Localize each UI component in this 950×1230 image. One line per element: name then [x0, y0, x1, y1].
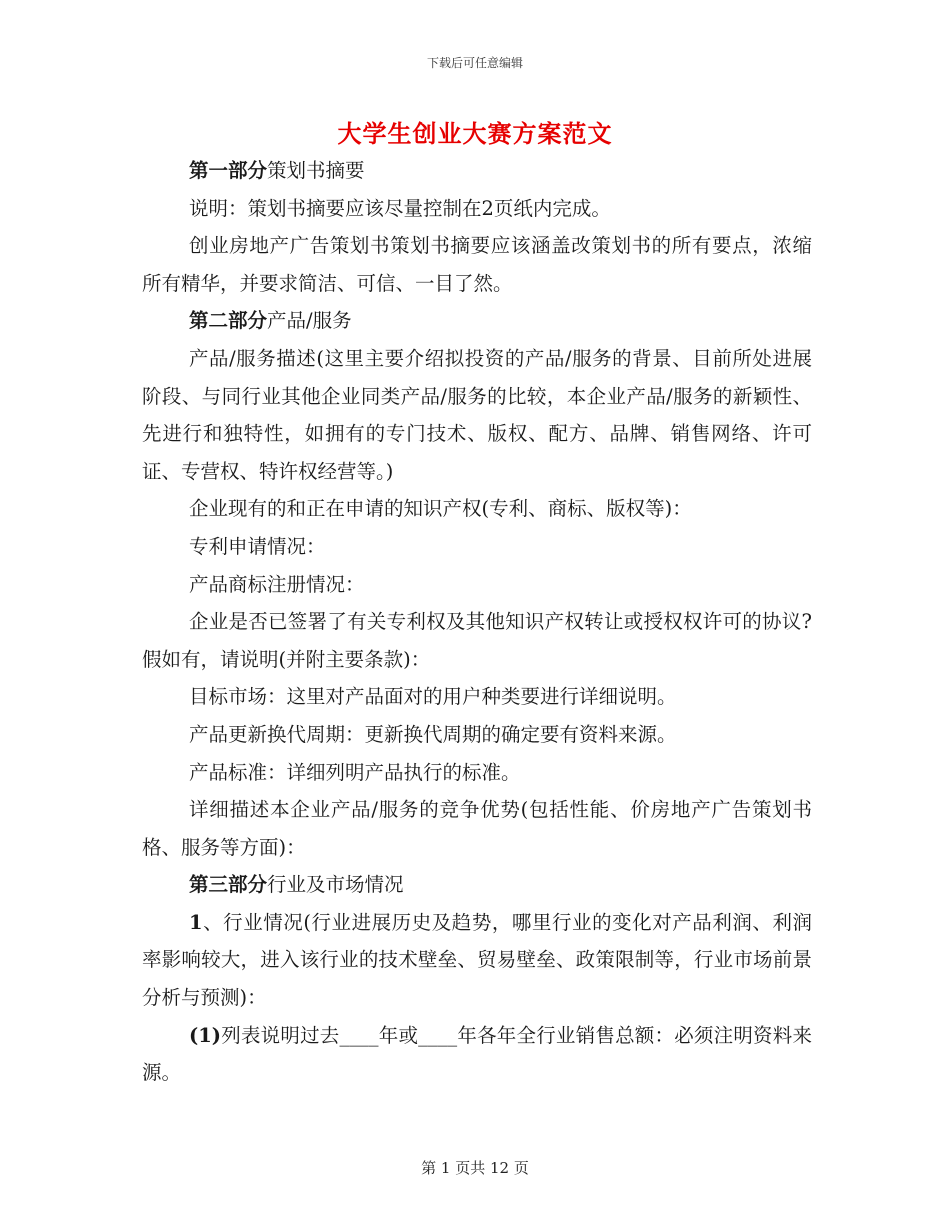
document-title: 大学生创业大赛方案范文	[337, 119, 613, 148]
paragraph	[142, 302, 812, 340]
paragraph	[142, 791, 812, 866]
paragraph-text: 产品更新换代周期：更新换代周期的确定要有资料来源。	[189, 722, 677, 746]
paragraph	[142, 678, 812, 716]
paragraph-text: 详细描述本企业产品/服务的竞争优势(包括性能、价房地产广告策划书格、服务等方面)：	[142, 798, 812, 859]
paragraph-text: 专利申请情况：	[189, 534, 326, 558]
paragraph	[142, 716, 812, 754]
paragraph-text: 列表说明过去____年或____年各年全行业销售总额：必须注明资料来源。	[142, 1023, 812, 1085]
paragraph-text: 产品商标注册情况：	[189, 572, 365, 596]
paragraph	[142, 866, 812, 904]
section-heading: 第一部分	[189, 159, 268, 182]
paragraph-text: 策划书摘要	[267, 159, 365, 182]
page-footer: 第 1 页共 12 页	[421, 1159, 529, 1177]
paragraph-text: 行业及市场情况	[267, 873, 404, 897]
paragraph	[142, 754, 812, 792]
paragraph-text: 创业房地产广告策划书策划书摘要应该涵盖改策划书的所有要点，浓缩所有精华，并要求简洁、可信、一目了然。	[142, 234, 812, 295]
paragraph	[142, 490, 812, 528]
list-number: (1)	[189, 1023, 222, 1047]
paragraph-text: 说明：策划书摘要应该尽量控制在2页纸内完成。	[189, 196, 611, 220]
paragraph-text: 企业是否已签署了有关专利权及其他知识产权转让或授权权许可的协议?假如有，请说明(并附主要条款)：	[142, 610, 812, 671]
paragraph-text: 产品/服务	[267, 309, 352, 333]
paragraph	[142, 566, 812, 604]
section-heading: 第二部分	[189, 309, 268, 333]
paragraph-text: 产品/服务描述(这里主要介绍拟投资的产品/服务的背景、目前所处进展阶段、与同行业其他企业同类产品/服务的比较，本企业产品/服务的新颖性、先进行和独特性，如拥有的专门技术、版权、配方、品牌、销售网络、许可证、专营权、特许权经营等。)	[142, 346, 812, 483]
header-note: 下载后可任意编辑	[426, 56, 523, 70]
paragraph-text: 、行业情况(行业进展历史及趋势，哪里行业的变化对产品利润、利润率影响较大，进入该行业的技术壁垒、贸易壁垒、政策限制等，行业市场前景分析与预测)：	[142, 910, 812, 1010]
paragraph	[142, 190, 812, 228]
paragraph-text: 目标市场：这里对产品面对的用户种类要进行详细说明。	[189, 685, 677, 709]
list-number: 1	[189, 910, 203, 934]
paragraph	[142, 528, 812, 566]
section-heading: 第三部分	[189, 873, 268, 897]
paragraph-text: 企业现有的和正在申请的知识产权(专利、商标、版权等)：	[189, 497, 692, 521]
paragraph	[142, 603, 812, 678]
paragraph	[142, 904, 812, 1017]
paragraph	[142, 340, 812, 490]
paragraph	[142, 152, 812, 190]
document-body	[142, 152, 812, 1092]
paragraph	[142, 1017, 812, 1092]
paragraph-text: 产品标准：详细列明产品执行的标准。	[189, 760, 521, 784]
paragraph	[142, 227, 812, 302]
